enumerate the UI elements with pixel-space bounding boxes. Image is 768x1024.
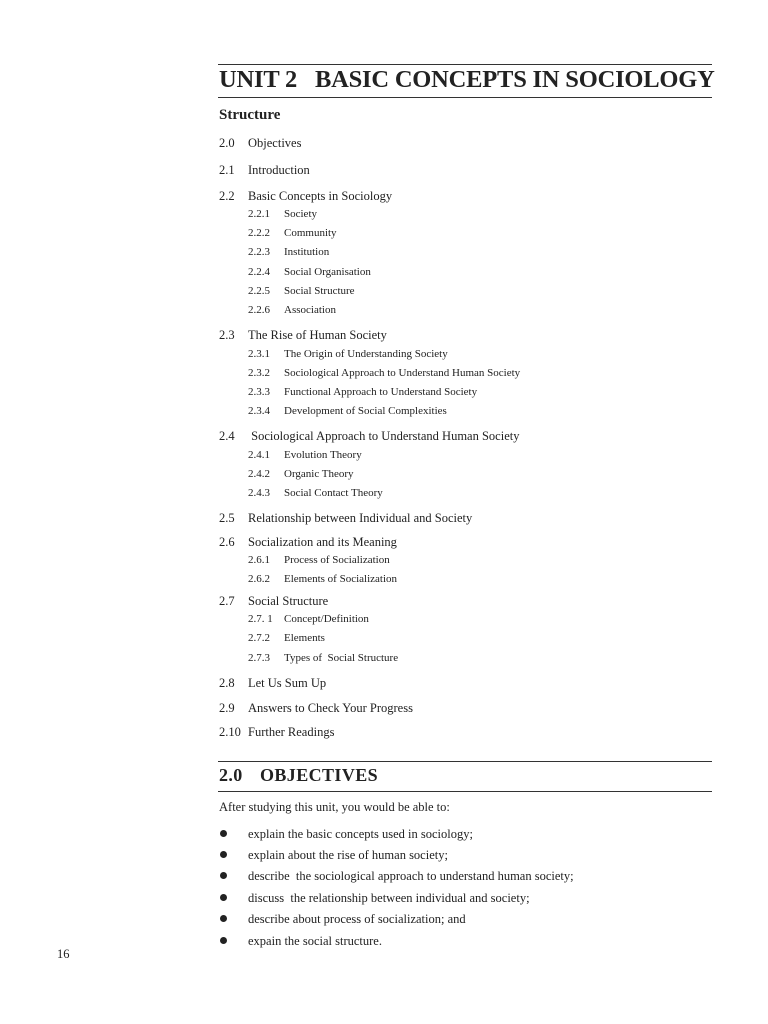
toc-entry-label: The Rise of Human Society xyxy=(248,328,387,342)
toc-entry xyxy=(248,448,362,463)
toc-entry xyxy=(219,534,397,550)
toc-entry-label: Relationship between Individual and Society xyxy=(248,511,473,525)
toc-entry xyxy=(248,572,397,587)
toc-entry xyxy=(219,700,413,716)
toc-entry xyxy=(248,265,371,280)
toc-entry-label: Answers to Check Your Progress xyxy=(248,701,413,715)
toc-entry-number: 2.2.1 xyxy=(248,208,270,220)
toc-entry-label: Social Contact Theory xyxy=(284,487,383,499)
objective-text: discuss the relationship between individual and society; xyxy=(248,891,530,905)
toc-entry xyxy=(248,366,520,381)
toc-entry xyxy=(248,245,329,260)
toc-entry-label: Objectives xyxy=(248,136,302,150)
toc-entry xyxy=(248,467,354,482)
toc-entry-number: 2.7 xyxy=(219,594,235,608)
toc-entry xyxy=(219,162,310,178)
objective-text: expain the social structure. xyxy=(248,934,382,948)
toc-entry xyxy=(219,510,472,526)
page-number: 16 xyxy=(57,947,70,961)
toc-entry-label: Sociological Approach to Understand Human Society xyxy=(284,367,521,379)
toc-entry-label: The Origin of Understanding Society xyxy=(284,348,448,360)
toc-entry xyxy=(219,188,392,204)
toc-entry-label: Institution xyxy=(284,246,330,258)
unit-title-text: BASIC CONCEPTS IN SOCIOLOGY xyxy=(315,66,715,93)
toc-entry-number: 2.3 xyxy=(219,328,235,342)
toc-entry-number: 2.7.2 xyxy=(248,632,270,644)
toc-entry-label: Elements of Socialization xyxy=(284,573,398,585)
title-rule xyxy=(218,97,712,98)
objectives-heading xyxy=(219,764,378,786)
toc-entry xyxy=(248,284,355,299)
toc-entry-number: 2.2.5 xyxy=(248,285,270,297)
toc-entry-label: Sociological Approach to Understand Human Society xyxy=(248,429,520,443)
toc-entry-number: 2.4.1 xyxy=(248,449,270,461)
toc-entry-number: 2.2.6 xyxy=(248,304,270,316)
toc-entry xyxy=(248,404,447,419)
toc-entry-number: 2.2.3 xyxy=(248,246,270,258)
toc-entry xyxy=(219,327,387,343)
toc-entry-label: Types of Social Structure xyxy=(284,652,399,664)
toc-entry-label: Basic Concepts in Sociology xyxy=(248,189,393,203)
toc-entry-number: 2.8 xyxy=(219,676,235,690)
toc-entry xyxy=(248,651,398,666)
toc-entry-number: 2.3.4 xyxy=(248,405,270,417)
toc-entry xyxy=(219,724,334,740)
bullet-icon xyxy=(220,830,227,837)
toc-entry xyxy=(248,347,448,362)
toc-entry-label: Socialization and its Meaning xyxy=(248,535,397,549)
structure-heading: Structure xyxy=(219,107,281,123)
toc-entry-label: Social Structure xyxy=(284,285,355,297)
objective-text: describe about process of socialization; and xyxy=(248,912,466,926)
toc-entry-number: 2.7.3 xyxy=(248,652,270,664)
toc-entry-number: 2.2.2 xyxy=(248,227,270,239)
unit-title xyxy=(219,64,715,96)
toc-entry xyxy=(248,553,390,568)
toc-entry xyxy=(248,631,325,646)
toc-entry-label: Organic Theory xyxy=(284,468,354,480)
toc-entry-label: Process of Socialization xyxy=(284,554,390,566)
toc-entry xyxy=(248,303,336,318)
toc-entry-number: 2.6 xyxy=(219,535,235,549)
toc-entry-number: 2.1 xyxy=(219,163,235,177)
bullet-icon xyxy=(220,937,227,944)
toc-entry xyxy=(248,226,337,241)
toc-entry-number: 2.3.2 xyxy=(248,367,270,379)
toc-entry-number: 2.2 xyxy=(219,189,235,203)
objectives-bottom-rule xyxy=(218,791,712,792)
objective-text: explain the basic concepts used in sociology; xyxy=(248,827,473,841)
bullet-icon xyxy=(220,894,227,901)
toc-entry-label: Functional Approach to Understand Society xyxy=(284,386,478,398)
toc-entry xyxy=(219,593,328,609)
objective-text: explain about the rise of human society; xyxy=(248,848,448,862)
unit-number: UNIT 2 xyxy=(219,66,297,93)
toc-entry-number: 2.0 xyxy=(219,136,235,150)
toc-entry-number: 2.7. 1 xyxy=(248,613,273,625)
objective-text: describe the sociological approach to understand human society; xyxy=(248,869,574,883)
toc-entry xyxy=(219,428,519,444)
toc-entry xyxy=(248,207,317,222)
toc-entry xyxy=(219,675,326,691)
toc-entry-number: 2.6.2 xyxy=(248,573,270,585)
toc-entry xyxy=(248,612,369,627)
toc-entry-label: Association xyxy=(284,304,336,316)
bullet-icon xyxy=(220,915,227,922)
objectives-number: 2.0 xyxy=(219,765,243,785)
toc-entry-number: 2.9 xyxy=(219,701,235,715)
toc-entry-label: Development of Social Complexities xyxy=(284,405,447,417)
toc-entry-number: 2.6.1 xyxy=(248,554,270,566)
toc-entry xyxy=(248,486,383,501)
bullet-icon xyxy=(220,851,227,858)
objectives-heading-text: OBJECTIVES xyxy=(260,765,379,785)
toc-entry-label: Elements xyxy=(284,632,325,644)
objectives-intro: After studying this unit, you would be able to: xyxy=(219,800,450,814)
toc-entry-label: Society xyxy=(284,208,317,220)
toc-entry-label: Introduction xyxy=(248,163,310,177)
toc-entry-label: Further Readings xyxy=(248,725,335,739)
toc-entry-label: Evolution Theory xyxy=(284,449,362,461)
toc-entry-number: 2.3.1 xyxy=(248,348,270,360)
toc-entry xyxy=(219,135,301,151)
toc-entry-number: 2.2.4 xyxy=(248,266,270,278)
toc-entry xyxy=(248,385,477,400)
toc-entry-number: 2.4.3 xyxy=(248,487,270,499)
toc-entry-label: Let Us Sum Up xyxy=(248,676,327,690)
toc-entry-number: 2.3.3 xyxy=(248,386,270,398)
bullet-icon xyxy=(220,872,227,879)
toc-entry-number: 2.4 xyxy=(219,429,235,443)
toc-entry-label: Concept/Definition xyxy=(284,613,369,625)
toc-entry-label: Community xyxy=(284,227,337,239)
toc-entry-number: 2.4.2 xyxy=(248,468,270,480)
toc-entry-number: 2.5 xyxy=(219,511,235,525)
toc-entry-number: 2.10 xyxy=(219,725,241,739)
objectives-top-rule xyxy=(218,761,712,762)
toc-entry-label: Social Structure xyxy=(248,594,329,608)
toc-entry-label: Social Organisation xyxy=(284,266,371,278)
